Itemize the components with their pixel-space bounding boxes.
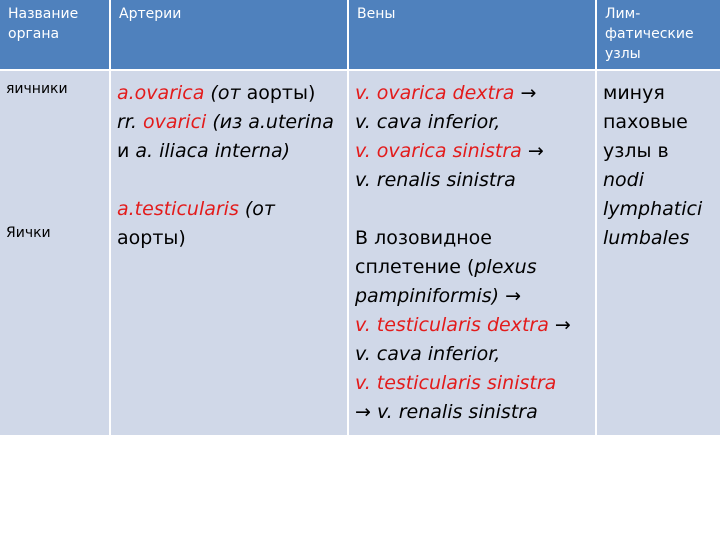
vein-plexus: plexus pampiniformis) → (355, 256, 537, 307)
vein-plexus-intro: В лозовидное сплетение ( (355, 227, 492, 278)
arrow-icon: → (514, 82, 537, 104)
vein-cava-2: v. cava inferior, (355, 343, 501, 365)
artery-from-label-3: (от (238, 198, 276, 220)
vein-testicularis-dextra: v. testicularis dextra (355, 314, 549, 336)
header-arteries: Артерии (110, 0, 348, 70)
arteries-cell (110, 70, 348, 435)
arrow-icon: → (548, 314, 571, 336)
artery-uterina: a.uterina (248, 111, 334, 133)
vein-renalis-2: → v. renalis sinistra (355, 401, 538, 423)
arteries-ovaries (117, 79, 341, 166)
veins-ovaries (355, 79, 589, 195)
arrow-icon: → (521, 140, 544, 162)
organ-ovaries: яичники (6, 81, 68, 97)
table-header-row (0, 0, 720, 70)
vein-ovarica-dextra: v. ovarica dextra (355, 82, 515, 104)
header-veins: Вены (348, 0, 596, 70)
artery-aorta-label: аорты) (240, 82, 316, 104)
header-lymph: Лим-фатические узлы (596, 0, 720, 70)
veins-testes (355, 224, 589, 427)
organ-testes: Яички (6, 225, 51, 241)
veins-cell (348, 70, 596, 435)
artery-testicularis: a.testicularis (117, 198, 239, 220)
artery-aorta-label-2: аорты) (117, 227, 186, 249)
table-row (0, 70, 720, 435)
artery-rr: rr. (117, 111, 137, 133)
lymph-cell (596, 70, 720, 435)
vein-cava: v. cava inferior, (355, 111, 501, 133)
vein-testicularis-sinistra: v. testicularis sinistra (355, 372, 557, 394)
artery-ovarica: a.ovarica (117, 82, 205, 104)
artery-from-label-2: (из (206, 111, 243, 133)
lymph-text: минуя паховые узлы в (603, 82, 688, 162)
artery-from-label: (от (204, 82, 241, 104)
artery-iliaca: a. iliaca interna) (135, 140, 291, 162)
vein-ovarica-sinistra: v. ovarica sinistra (355, 140, 522, 162)
artery-ovarici: ovarici (136, 111, 207, 133)
header-organ: Название органа (0, 0, 110, 70)
arteries-testes (117, 195, 341, 253)
vein-renalis: v. renalis sinistra (355, 169, 516, 191)
lymph-nodi: nodi lymphatici lumbales (603, 169, 703, 249)
artery-and-label: и (117, 140, 136, 162)
organ-cell (0, 70, 110, 435)
